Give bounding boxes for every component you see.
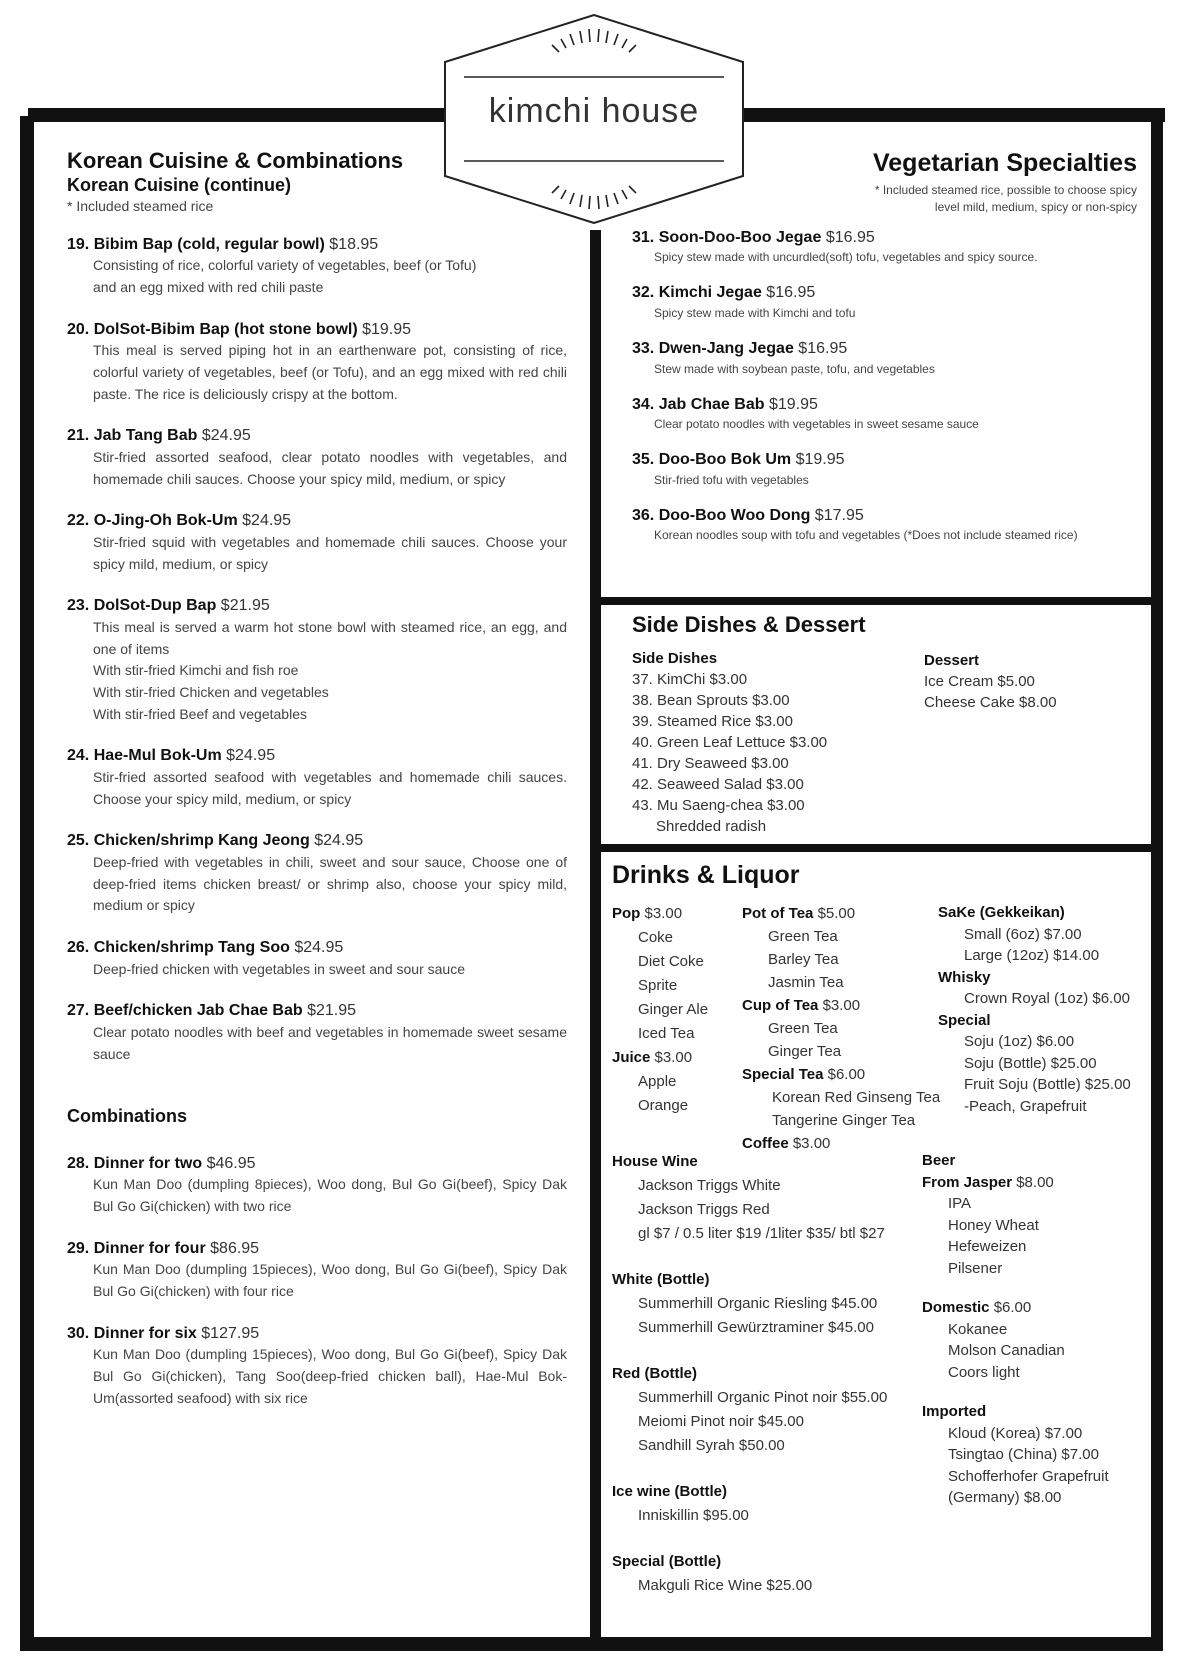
menu-item-description: With stir-fried Chicken and vegetables [93, 684, 329, 700]
pop-item: Sprite [638, 977, 678, 994]
domestic-label: Domestic [922, 1299, 990, 1316]
menu-item-title [67, 319, 567, 341]
special-bottle-item: Makguli Rice Wine $25.00 [638, 1577, 813, 1594]
domestic-price: $6.00 [993, 1299, 1032, 1316]
red-wine-item: Summerhill Organic Pinot noir $55.00 [638, 1389, 888, 1406]
red-wine-item: Meiomi Pinot noir $45.00 [638, 1413, 804, 1430]
menu-item [632, 282, 1137, 322]
menu-item-name: 34. Jab Chae Bab [632, 395, 765, 413]
juice-price: $3.00 [654, 1049, 693, 1066]
imported-beer-item: Kloud (Korea) $7.00 [948, 1424, 1083, 1442]
menu-item-description: and an egg mixed with red chili paste [93, 279, 324, 296]
menu-item-description: Clear potato noodles with beef and vegetables in homemade sweet sesame sauce [93, 1023, 567, 1062]
juice-label: Juice [612, 1049, 651, 1066]
menu-item-price: $46.95 [206, 1154, 256, 1172]
sake-item: Large (12oz) $14.00 [964, 947, 1100, 964]
side-dishes-section [632, 612, 1137, 835]
pot-tea-item: Barley Tea [768, 951, 839, 968]
special-liquor-extra: -Peach, Grapefruit [964, 1097, 1087, 1115]
jasper-beer-list [922, 1193, 1147, 1279]
sake-label: SaKe (Gekkeikan) [938, 904, 1065, 921]
ice-wine-item: Inniskillin $95.00 [638, 1507, 749, 1524]
menu-item-name: 25. Chicken/shrimp Kang Jeong [67, 832, 310, 850]
special-liquor-item: Soju (1oz) $6.00 [964, 1033, 1075, 1050]
house-wine-item: Jackson Triggs Red [638, 1201, 770, 1218]
menu-item-price: $21.95 [220, 597, 270, 615]
red-wine-label: Red (Bottle) [612, 1365, 697, 1382]
ice-wine-list [612, 1504, 912, 1528]
sake-list [938, 924, 1148, 967]
special-liquor-item: Fruit Soju (Bottle) $25.00 [964, 1076, 1131, 1093]
korean-items-list [67, 234, 567, 1065]
side-dish-item: 40. Green Leaf Lettuce $3.00 [632, 734, 828, 751]
menu-item-description: Consisting of rice, colorful variety of vegetables, beef (or Tofu) [93, 257, 477, 274]
menu-item-price: $16.95 [766, 284, 816, 302]
menu-item-description: Korean noodles soup with tofu and vegetables (*Does not include steamed rice) [654, 528, 1078, 543]
frame-border-right [1151, 116, 1163, 1651]
menu-item-title [67, 1000, 567, 1022]
menu-item-price: $24.95 [201, 427, 251, 445]
house-wine-label: House Wine [612, 1153, 698, 1170]
combinations-list [67, 1153, 567, 1410]
frame-border-left [20, 116, 34, 1651]
pot-tea-price: $5.00 [817, 905, 856, 922]
imported-beer-item: Schofferhofer Grapefruit [948, 1467, 1109, 1485]
dessert-list [924, 671, 1124, 713]
special-tea-item: Tangerine Ginger Tea [772, 1112, 916, 1129]
menu-item-description: Clear potato noodles with vegetables in sweet sesame sauce [654, 417, 979, 432]
menu-item-price: $16.95 [825, 228, 875, 246]
coffee-price: $3.00 [792, 1135, 831, 1152]
whisky-item: Crown Royal (1oz) $6.00 [964, 990, 1130, 1007]
side-dish-item: 37. KimChi $3.00 [632, 671, 748, 688]
whisky-label: Whisky [938, 968, 991, 986]
domestic-beer-item: Molson Canadian [948, 1342, 1065, 1359]
menu-item-price: $24.95 [242, 512, 292, 530]
jasper-beer-item: Honey Wheat [948, 1216, 1039, 1234]
menu-item-description: Spicy stew made with uncurdled(soft) tofu, vegetables and spicy source. [654, 250, 1038, 265]
menu-item-description: Spicy stew made with Kimchi and tofu [654, 305, 856, 320]
wine-column [612, 1150, 912, 1598]
juice-item: Orange [638, 1097, 689, 1114]
menu-item-title [67, 1238, 567, 1260]
menu-item-description: With stir-fried Beef and vegetables [93, 705, 307, 722]
menu-item [67, 1323, 567, 1410]
pop-item: Ginger Ale [638, 1001, 709, 1018]
column-divider [590, 230, 601, 1640]
menu-item-description: Deep-fried with vegetables in chili, sweet and sour sauce, Choose one of deep-fried items chicken breast/ or shrimp also, choose your spicy mild, medium or spicy [93, 853, 567, 914]
menu-item-price: $24.95 [226, 747, 276, 765]
pop-label: Pop [612, 905, 641, 922]
jasper-price: $8.00 [1016, 1173, 1054, 1191]
menu-item-description: With stir-fried Kimchi and fish roe [93, 662, 299, 679]
special-bottle-label: Special (Bottle) [612, 1553, 722, 1570]
menu-item-name: 27. Beef/chicken Jab Chae Bab [67, 1002, 303, 1020]
coffee-label: Coffee [742, 1135, 789, 1152]
section-divider-side [598, 597, 1154, 605]
section-title: Korean Cuisine & Combinations [67, 148, 404, 173]
white-wine-item: Summerhill Gewürztraminer $45.00 [638, 1319, 874, 1336]
menu-item [67, 1238, 567, 1303]
special-liquor-label: Special [938, 1011, 991, 1029]
side-dish-item: 42. Seaweed Salad $3.00 [632, 776, 804, 793]
menu-item-name: 26. Chicken/shrimp Tang Soo [67, 939, 290, 956]
menu-item [67, 745, 567, 810]
menu-item [67, 937, 567, 980]
menu-item-description: Stew made with soybean paste, tofu, and vegetables [654, 361, 935, 376]
menu-item-description: Stir-fried assorted seafood, clear potato noodles with vegetables, and homemade chili sauces. Choose your spicy mild, medium, or spicy [93, 449, 567, 487]
jasper-label: From Jasper [922, 1173, 1013, 1191]
vegetarian-title: Vegetarian Specialties [872, 149, 1137, 177]
imported-label: Imported [922, 1403, 987, 1420]
menu-item-title [632, 338, 1137, 360]
side-dish-item: 39. Steamed Rice $3.00 [632, 713, 793, 730]
vegetarian-note-line1: * Included steamed rice, possible to choose spicy [874, 183, 1137, 197]
house-wine-item: gl $7 / 0.5 liter $19 /1liter $35/ btl $27 [638, 1225, 885, 1242]
menu-item-description: Stir-fried tofu with vegetables [654, 472, 809, 487]
sake-item: Small (6oz) $7.00 [964, 925, 1082, 943]
juice-list [612, 1070, 742, 1118]
special-tea-label: Special Tea [742, 1066, 824, 1083]
menu-item-price: $19.95 [362, 320, 412, 338]
menu-item-price: $24.95 [314, 832, 364, 850]
menu-item [67, 234, 567, 299]
cup-tea-list [742, 1017, 942, 1063]
dessert-item: Ice Cream $5.00 [924, 673, 1035, 690]
vegetarian-items-list [632, 227, 1137, 545]
menu-item-description: This meal is served a warm hot stone bowl with steamed rice, an egg, and one of items [93, 618, 567, 657]
menu-item-name: 23. DolSot-Dup Bap [67, 597, 217, 615]
special-tea-list [742, 1086, 942, 1132]
menu-item [67, 830, 567, 917]
imported-beer-list [922, 1423, 1147, 1509]
red-wine-item: Sandhill Syrah $50.00 [638, 1437, 785, 1454]
red-wine-list [612, 1386, 912, 1458]
house-wine-item: Jackson Triggs White [638, 1177, 781, 1194]
house-wine-list [612, 1174, 912, 1246]
dessert-item: Cheese Cake $8.00 [924, 694, 1057, 711]
side-dish-item: 38. Bean Sprouts $3.00 [632, 692, 790, 709]
special-liquor-list [938, 1031, 1148, 1096]
menu-item-price: $19.95 [795, 451, 845, 469]
dessert-label: Dessert [924, 652, 980, 669]
menu-item [67, 1000, 567, 1065]
white-wine-label: White (Bottle) [612, 1271, 710, 1288]
section-subtitle: Korean Cuisine (continue) [67, 175, 292, 196]
menu-item [67, 425, 567, 490]
menu-item-title [67, 510, 567, 532]
side-dish-item: 43. Mu Saeng-chea $3.00 [632, 797, 805, 814]
dessert-column [924, 648, 1124, 713]
korean-cuisine-section [67, 148, 567, 1409]
menu-item-title [632, 227, 1137, 249]
vegetarian-note-line2: level mild, medium, spicy or non-spicy [934, 200, 1137, 215]
menu-item-title [67, 234, 567, 256]
jasper-beer-item: IPA [948, 1195, 972, 1212]
domestic-beer-item: Coors light [948, 1363, 1020, 1381]
menu-item-price: $16.95 [798, 339, 848, 357]
menu-item-title [632, 505, 1137, 527]
menu-item [632, 394, 1137, 434]
menu-item-price: $17.95 [814, 506, 864, 524]
jasper-beer-item: Hefeweizen [948, 1238, 1027, 1255]
menu-item-name: 35. Doo-Boo Bok Um [632, 451, 792, 469]
menu-item-price: $19.95 [768, 395, 818, 413]
tea-column [742, 902, 942, 1155]
special-liquor-item: Soju (Bottle) $25.00 [964, 1054, 1097, 1072]
cup-tea-price: $3.00 [822, 997, 861, 1014]
juice-item: Apple [638, 1073, 677, 1090]
pop-juice-column [612, 902, 742, 1118]
menu-item-description: Kun Man Doo (dumpling 15pieces), Woo dong, Bul Go Gi(beef), Spicy Dak Bul Go Gi(chicken), Tang Soo(deep-fried chicken ball), Hae-Mul Bok-Um(assorted seafood) with six rice [93, 1346, 567, 1406]
pop-item: Iced Tea [638, 1025, 695, 1042]
jasper-beer-item: Pilsener [948, 1259, 1003, 1277]
menu-item-title [67, 425, 567, 447]
imported-beer-item: (Germany) $8.00 [948, 1489, 1062, 1506]
whisky-list [938, 988, 1148, 1010]
menu-item-title [67, 1153, 567, 1175]
menu-item-description: Kun Man Doo (dumpling 15pieces), Woo dong, Bul Go Gi(beef), Spicy Dak Bul Go Gi(chicken) with four rice [93, 1261, 567, 1299]
pot-tea-item: Jasmin Tea [768, 974, 844, 991]
menu-item-title [67, 830, 567, 852]
menu-item [67, 510, 567, 575]
pop-price: $3.00 [644, 905, 683, 922]
liquor-column [938, 902, 1148, 1117]
menu-item-name: 19. Bibim Bap (cold, regular bowl) [67, 235, 325, 253]
drinks-title: Drinks & Liquor [612, 861, 800, 889]
pop-list [612, 926, 742, 1046]
menu-item-price: $127.95 [201, 1324, 260, 1342]
cup-tea-item: Green Tea [768, 1020, 838, 1037]
cup-tea-label: Cup of Tea [742, 997, 819, 1014]
white-wine-list [612, 1292, 912, 1340]
menu-item-name: 31. Soon-Doo-Boo Jegae [632, 228, 822, 246]
menu-item-description: Deep-fried chicken with vegetables in sweet and sour sauce [93, 960, 465, 977]
brand-name: kimchi house [488, 92, 700, 130]
side-dishes-column [632, 648, 902, 837]
menu-item [67, 1153, 567, 1218]
pot-tea-list [742, 925, 942, 994]
special-bottle-list [612, 1574, 912, 1598]
menu-item [632, 227, 1137, 267]
pop-item: Coke [638, 929, 674, 946]
vegetarian-section [632, 148, 1137, 544]
side-dish-item: 41. Dry Seaweed $3.00 [632, 755, 789, 772]
side-dishes-list [632, 669, 902, 837]
menu-item-title [67, 937, 567, 959]
menu-item-title [67, 745, 567, 767]
drinks-section [612, 860, 1142, 1594]
menu-item-name: 29. Dinner for four [67, 1239, 206, 1257]
menu-item-name: 20. DolSot-Bibim Bap (hot stone bowl) [67, 320, 358, 338]
side-dishes-title: Side Dishes & Dessert [632, 612, 866, 637]
pop-item: Diet Coke [638, 953, 704, 970]
menu-item-title [67, 595, 567, 617]
menu-item [67, 595, 567, 725]
menu-item-title [632, 282, 1137, 304]
pot-tea-item: Green Tea [768, 928, 838, 945]
menu-item-title [632, 394, 1137, 416]
menu-item [632, 449, 1137, 489]
menu-item [632, 505, 1137, 545]
ice-wine-label: Ice wine (Bottle) [612, 1483, 728, 1500]
beer-label: Beer [922, 1152, 956, 1169]
special-tea-item: Korean Red Ginseng Tea [772, 1089, 941, 1106]
menu-item-name: 36. Doo-Boo Woo Dong [632, 506, 811, 524]
side-dishes-label: Side Dishes [632, 650, 718, 667]
menu-item-title [632, 449, 1137, 471]
menu-item-price: $18.95 [329, 235, 379, 253]
menu-item-name: 32. Kimchi Jegae [632, 284, 762, 302]
menu-item-name: 21. Jab Tang Bab [67, 427, 198, 445]
menu-item-price: $86.95 [210, 1239, 260, 1257]
cup-tea-item: Ginger Tea [768, 1043, 842, 1060]
menu-item-price: $24.95 [294, 939, 344, 956]
menu-item-name: 24. Hae-Mul Bok-Um [67, 747, 222, 765]
menu-item-name: 30. Dinner for six [67, 1324, 197, 1342]
side-dish-item: Shredded radish [656, 818, 767, 835]
menu-item-name: 33. Dwen-Jang Jegae [632, 339, 794, 357]
pot-tea-label: Pot of Tea [742, 905, 814, 922]
menu-item-name: 22. O-Jing-Oh Bok-Um [67, 512, 238, 530]
menu-item-description: Kun Man Doo (dumpling 8pieces), Woo dong, Bul Go Gi(beef), Spicy Dak Bul Go Gi(chicken) with two rice [93, 1176, 567, 1214]
domestic-beer-list [922, 1319, 1147, 1384]
menu-item-description: Stir-fried assorted seafood with vegetables and homemade chili sauces. Choose your spicy mild, medium, or spicy [93, 768, 567, 807]
menu-item-title [67, 1323, 567, 1345]
menu-item [632, 338, 1137, 378]
menu-item-description: Stir-fried squid with vegetables and homemade chili sauces. Choose your spicy mild, medium, or spicy [93, 533, 567, 572]
menu-item-price: $21.95 [307, 1002, 357, 1020]
combinations-title: Combinations [67, 1106, 187, 1127]
menu-item-name: 28. Dinner for two [67, 1154, 203, 1172]
menu-item [67, 319, 567, 406]
imported-beer-item: Tsingtao (China) $7.00 [948, 1446, 1099, 1463]
domestic-beer-item: Kokanee [948, 1320, 1008, 1338]
special-tea-price: $6.00 [827, 1066, 866, 1083]
white-wine-item: Summerhill Organic Riesling $45.00 [638, 1295, 878, 1312]
section-divider-drinks [598, 844, 1154, 852]
menu-item-description: This meal is served piping hot in an earthenware pot, consisting of rice, colorful variety of vegetables, beef (or Tofu), and an egg mixed with red chili paste. The rice is deliciously crispy at the bottom. [93, 342, 567, 402]
beer-column [922, 1150, 1147, 1509]
section-note: * Included steamed rice [67, 197, 214, 214]
